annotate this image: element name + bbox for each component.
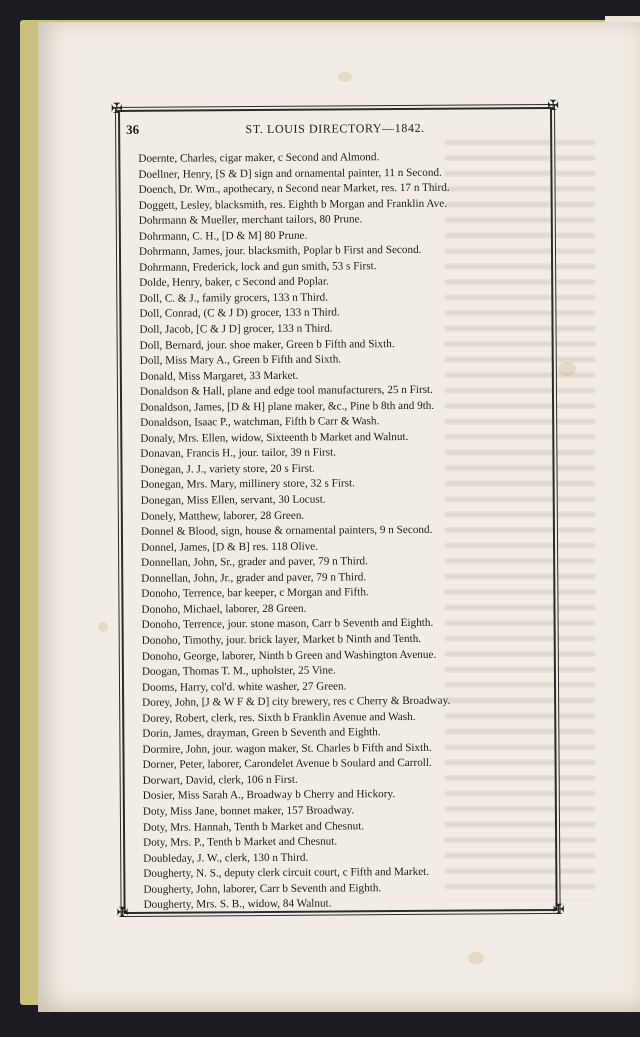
directory-entry: Doench, Dr. Wm., apothecary, n Second near Market, res. 17 n Third. xyxy=(138,181,450,196)
directory-entry: Donoho, George, laborer, Ninth b Green and Washington Avenue. xyxy=(141,648,437,663)
directory-entry: Doellner, Henry, [S & D] sign and ornamental painter, 11 n Second. xyxy=(138,166,442,181)
directory-entry: Donnellan, John, Sr., grader and paver, 79 n Third. xyxy=(141,555,368,570)
directory-entry: Donoho, Terrence, bar keeper, c Morgan and Fifth. xyxy=(141,586,369,601)
directory-entry: Dormire, John, jour. wagon maker, St. Charles b Fifth and Sixth. xyxy=(142,741,432,756)
directory-entry: Donnellan, John, Jr., grader and paver, 79 n Third. xyxy=(141,571,367,585)
corner-ornament-icon: ✠ xyxy=(116,905,129,922)
directory-entry: Doty, Mrs. P., Tenth b Market and Chesnut. xyxy=(143,835,338,849)
directory-entry: Dohrmann & Mueller, merchant tailors, 80 Prune. xyxy=(138,213,363,228)
page-number: 36 xyxy=(126,121,140,137)
page-header xyxy=(126,119,544,142)
directory-entry: Donegan, Mrs. Mary, millinery store, 32 s First. xyxy=(140,477,355,492)
directory-entry: Dougherty, N. S., deputy clerk circuit court, c Fifth and Market. xyxy=(143,866,430,880)
directory-entry: Dolde, Henry, baker, c Second and Poplar. xyxy=(139,275,329,290)
directory-entry: Doty, Miss Jane, bonnet maker, 157 Broadway. xyxy=(142,804,355,818)
directory-entry: Donnel & Blood, sign, house & ornamental painters, 9 n Second. xyxy=(140,523,433,538)
directory-entry: Doll, Bernard, jour. shoe maker, Green b Fifth and Sixth. xyxy=(139,337,395,352)
directory-entry: Dohrmann, C. H., [D & M] 80 Prune. xyxy=(138,229,308,243)
directory-entry: Doernte, Charles, cigar maker, c Second and Almond. xyxy=(138,151,380,165)
directory-entry: Donaldson & Hall, plane and edge tool manufacturers, 25 n First. xyxy=(139,384,433,399)
directory-entry: Donegan, Miss Ellen, servant, 30 Locust. xyxy=(140,493,326,507)
corner-ornament-icon: ✠ xyxy=(547,98,560,115)
directory-entry: Donely, Matthew, laborer, 28 Green. xyxy=(140,509,305,523)
directory-entry: Dooms, Harry, col'd. white washer, 27 Green. xyxy=(141,680,347,694)
directory-entry: Donoho, Michael, laborer, 28 Green. xyxy=(141,602,307,616)
directory-entry: Doll, Miss Mary A., Green b Fifth and Sixth. xyxy=(139,353,342,367)
corner-ornament-icon: ✠ xyxy=(552,902,565,918)
directory-entry: Doll, C. & J., family grocers, 133 n Third. xyxy=(139,291,329,305)
directory-entry: Donavan, Francis H., jour. tailor, 39 n First. xyxy=(140,446,337,461)
directory-entry: Dorey, Robert, clerk, res. Sixth b Franklin Avenue and Wash. xyxy=(142,710,416,725)
directory-entry: Dorwart, David, clerk, 106 n First. xyxy=(142,773,298,787)
directory-entry: Dosier, Miss Sarah A., Broadway b Cherry and Hickory. xyxy=(142,788,396,803)
directory-entry: Dorner, Peter, laborer, Carondelet Avenue b Soulard and Carroll. xyxy=(142,757,432,772)
directory-entry: Donegan, J. J., variety store, 20 s First. xyxy=(140,462,315,476)
corner-ornament-icon: ✠ xyxy=(110,101,123,118)
directory-entry: Doogan, Thomas T. M., upholster, 25 Vine. xyxy=(141,664,336,678)
directory-entry: Donaly, Mrs. Ellen, widow, Sixteenth b Market and Walnut. xyxy=(140,430,409,445)
directory-entry: Donald, Miss Margaret, 33 Market. xyxy=(139,369,299,383)
directory-entry: Doubleday, J. W., clerk, 130 n Third. xyxy=(143,851,309,865)
directory-entry: Doty, Mrs. Hannah, Tenth b Market and Chesnut. xyxy=(142,819,365,834)
directory-entry: Donaldson, James, [D & H] plane maker, &c., Pine b 8th and 9th. xyxy=(140,399,435,414)
running-title: ST. LOUIS DIRECTORY—1842. xyxy=(245,120,425,137)
directory-entry: Dougherty, John, laborer, Carr b Seventh and Eighth. xyxy=(143,881,382,896)
directory-entry: Donnel, James, [D & B] res. 118 Olive. xyxy=(141,540,319,554)
directory-entry: Dorey, John, [J & W F & D] city brewery, res c Cherry & Broadway. xyxy=(142,694,451,709)
directory-entry: Dorin, James, drayman, Green b Seventh and Eighth. xyxy=(142,726,381,741)
directory-entry: Doll, Jacob, [C & J D] grocer, 133 n Third. xyxy=(139,322,333,336)
directory-entry: Dohrmann, Frederick, lock and gun smith, 53 s First. xyxy=(139,260,377,274)
directory-entry: Doll, Conrad, (C & J D) grocer, 133 n Third. xyxy=(139,306,340,321)
page-border-frame xyxy=(110,98,565,922)
directory-entry: Donaldson, Isaac P., watchman, Fifth b Carr & Wash. xyxy=(140,415,380,430)
directory-entry: Dougherty, Mrs. S. B., widow, 84 Walnut. xyxy=(143,897,332,912)
directory-entry-list xyxy=(138,149,548,914)
directory-entry: Donoho, Terrence, jour. stone mason, Carr b Seventh and Eighth. xyxy=(141,617,434,632)
directory-entry: Donoho, Timothy, jour. brick layer, Market b Ninth and Tenth. xyxy=(141,632,422,647)
directory-entry: Doggett, Lesley, blacksmith, res. Eighth b Morgan and Franklin Ave. xyxy=(138,197,448,212)
directory-entry: Dohrmann, James, jour. blacksmith, Poplar b First and Second. xyxy=(138,244,422,259)
